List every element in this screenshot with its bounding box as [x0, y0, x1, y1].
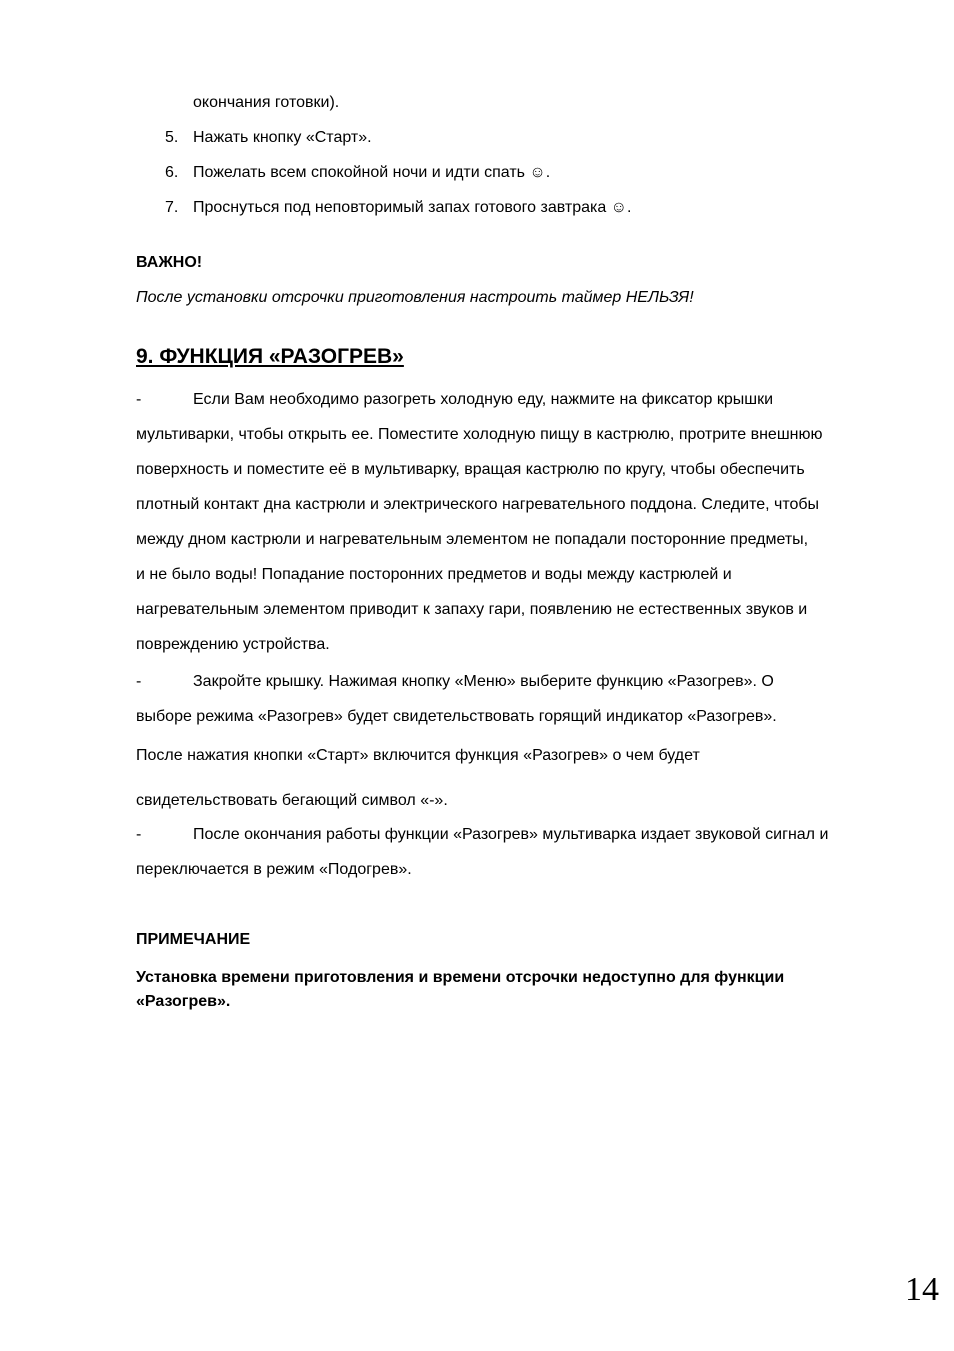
- list-item-number: 5.: [165, 129, 179, 146]
- paragraph-reheat-end: [136, 825, 906, 895]
- line-text: Если Вам необходимо разогреть холодную еду, нажмите на фиксатор крышки: [193, 391, 774, 408]
- list-item-text: Проснуться под неповторимый запах готового завтрака ☺.: [193, 199, 632, 216]
- paragraph-line: выборе режима «Разогрев» будет свидетельствовать горящий индикатор «Разогрев».: [136, 708, 777, 725]
- list-item-text: Нажать кнопку «Старт».: [193, 129, 372, 146]
- list-item-number: 6.: [165, 164, 179, 181]
- paragraph-line: После нажатия кнопки «Старт» включится функция «Разогрев» о чем будет: [136, 747, 700, 764]
- paragraph-line: нагревательным элементом приводит к запаху гари, появлению не естественных звуков и: [136, 601, 808, 618]
- paragraph-line: повреждению устройства.: [136, 636, 330, 653]
- bullet-dash: -: [136, 391, 142, 408]
- line-text: Закройте крышку. Нажимая кнопку «Меню» выберите функцию «Разогрев». О: [193, 673, 774, 690]
- paragraph-line: переключается в режим «Подогрев».: [136, 861, 412, 878]
- paragraph-line: мультиварки, чтобы открыть ее. Поместите холодную пищу в кастрюлю, протрите внешнюю: [136, 426, 823, 443]
- paragraph-line: поверхность и поместите её в мультиварку, вращая кастрюлю по кругу, чтобы обеспечить: [136, 461, 805, 478]
- page-number: 14: [905, 1271, 939, 1308]
- line-text: После окончания работы функции «Разогрев» мультиварка издает звуковой сигнал и: [193, 826, 829, 843]
- list-item-6: [165, 163, 550, 183]
- paragraph-line: свидетельствовать бегающий символ «-».: [136, 792, 448, 809]
- section-title: 9. ФУНКЦИЯ «РАЗОГРЕВ»: [136, 345, 404, 368]
- bullet-dash: -: [136, 826, 142, 843]
- list-continuation: окончания готовки).: [193, 94, 340, 111]
- paragraph-line: [136, 390, 906, 425]
- important-text: После установки отсрочки приготовления настроить таймер НЕЛЬЗЯ!: [136, 289, 694, 306]
- note-text: Установка времени приготовления и времени отсрочки недоступно для функции «Разогрев».: [136, 969, 785, 1010]
- paragraph-line: и не было воды! Попадание посторонних предметов и воды между кастрюлей и: [136, 566, 732, 583]
- list-item-number: 7.: [165, 199, 179, 216]
- paragraph-line: [136, 825, 906, 860]
- bullet-dash: -: [136, 673, 142, 690]
- list-item-text: Пожелать всем спокойной ночи и идти спать ☺.: [193, 164, 551, 181]
- list-item-7: [165, 198, 631, 218]
- paragraph-reheat-start: [136, 672, 906, 826]
- paragraph-line: [136, 672, 906, 707]
- paragraph-reheat-prep: [136, 390, 906, 670]
- list-item-5: [165, 128, 372, 148]
- note-heading: ПРИМЕЧАНИЕ: [136, 931, 251, 948]
- important-heading: ВАЖНО!: [136, 254, 203, 271]
- paragraph-line: плотный контакт дна кастрюли и электрического нагревательного поддона. Следите, чтобы: [136, 496, 820, 513]
- paragraph-line: между дном кастрюли и нагревательным элементом не попадали посторонние предметы,: [136, 531, 809, 548]
